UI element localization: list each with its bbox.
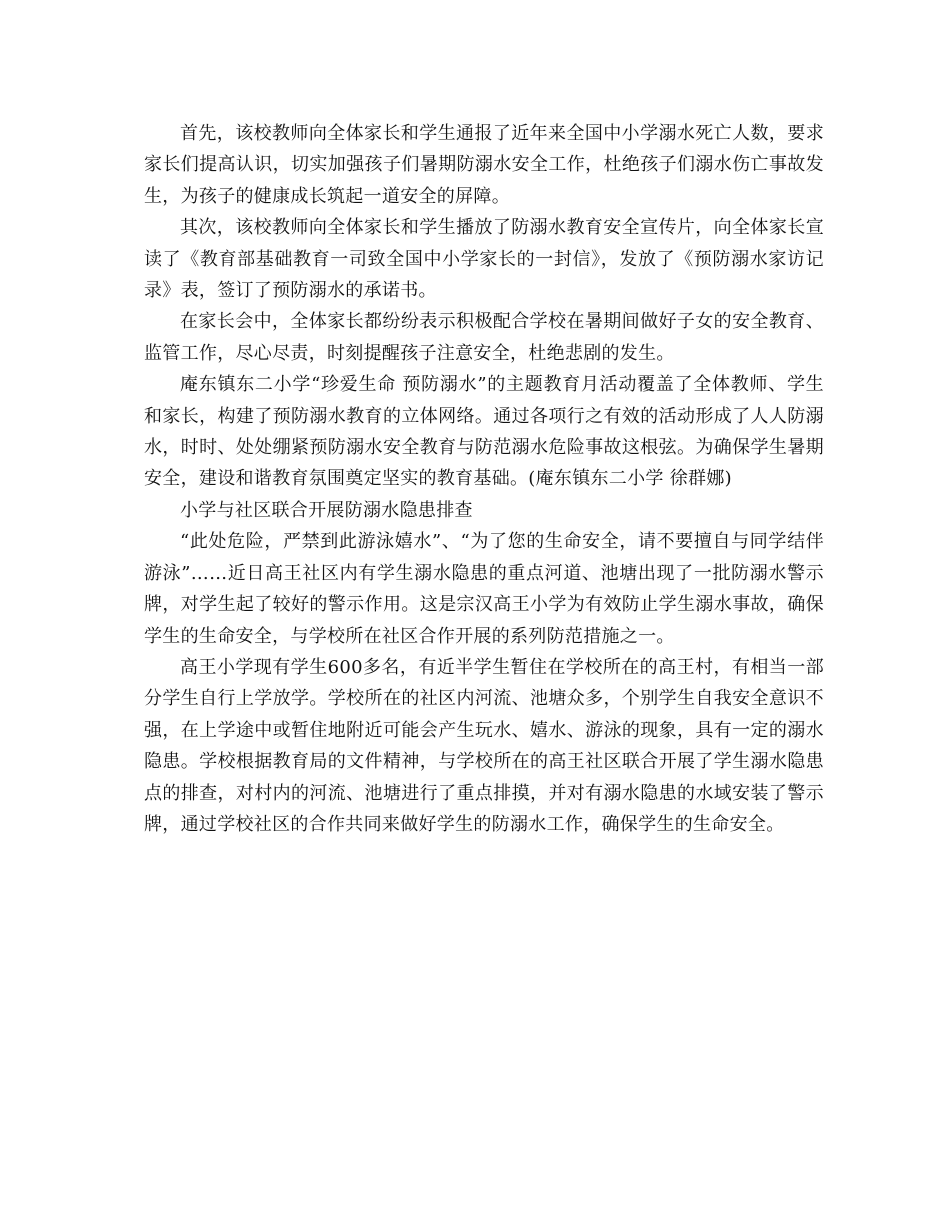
paragraph-parent-meeting: 在家长会中，全体家长都纷纷表示积极配合学校在暑期间做好子女的安全教育、监管工作，尽心尽责，时刻提醒孩子注意安全，杜绝悲剧的发生。 bbox=[144, 311, 824, 364]
paragraph-gaowang-school-inspection: 高王小学现有学生600多名，有近半学生暂住在学校所在的高王村，有相当一部分学生自行上学放学。学校所在的社区内河流、池塘众多，个别学生自我安全意识不强，在上学途中或暂住地附近可能会产生玩水、嬉水、游泳的现象，具有一定的溺水隐患。学校根据教育局的文件精神，与学校所在的高王社区联合开展了学生溺水隐患点的排查，对村内的河流、池塘进行了重点排摸，并对有溺水隐患的水域安装了警示牌，通过学校社区的合作共同来做好学生的防溺水工作，确保学生的生命安全。 bbox=[144, 656, 824, 835]
document-body bbox=[144, 118, 824, 840]
paragraph-safety-video-and-letter: 其次，该校教师向全体家长和学生播放了防溺水教育安全宣传片，向全体家长宣读了《教育部基础教育一司致全国中小学家长的一封信》，发放了《预防溺水家访记录》表，签订了预防溺水的承诺书。 bbox=[144, 217, 824, 302]
paragraph-report-drowning-statistics: 首先，该校教师向全体家长和学生通报了近年来全国中小学溺水死亡人数，要求家长们提高认识，切实加强孩子们暑期防溺水安全工作，杜绝孩子们溺水伤亡事故发生，为孩子的健康成长筑起一道安全的屏障。 bbox=[144, 123, 824, 207]
section-heading: 小学与社区联合开展防溺水隐患排查 bbox=[180, 499, 473, 521]
paragraph-theme-month-summary: 庵东镇东二小学“珍爱生命 预防溺水”的主题教育月活动覆盖了全体教师、学生和家长，构建了预防溺水教育的立体网络。通过各项行之有效的活动形成了人人防溺水，时时、处处绷紧预防溺水安全教育与防范溺水危险事故这根弦。为确保学生暑期安全，建设和谐教育氛围奠定坚实的教育基础。(庵东镇东二小学 徐群娜) bbox=[144, 374, 824, 490]
paragraph-warning-signs: “此处危险，严禁到此游泳嬉水”、“为了您的生命安全，请不要擅自与同学结伴游泳”……近日高王社区内有学生溺水隐患的重点河道、池塘出现了一批防溺水警示牌，对学生起了较好的警示作用。这是宗汉高王小学为有效防止学生溺水事故，确保学生的生命安全，与学校所在社区合作开展的系列防范措施之一。 bbox=[144, 531, 824, 647]
